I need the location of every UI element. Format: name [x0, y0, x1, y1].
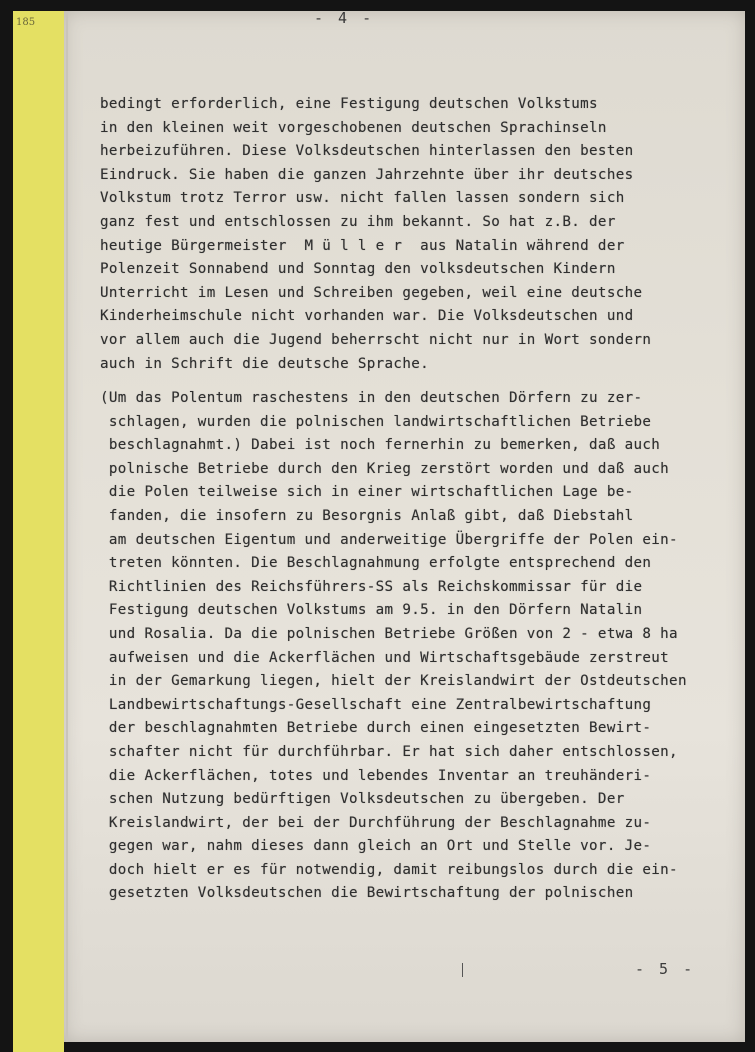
text-line: Festigung deutschen Volkstums am 9.5. in den Dörfern Natalin — [100, 602, 643, 619]
text-line: Kreislandwirt, der bei der Durchführung der Beschlagnahme zu- — [100, 814, 652, 831]
text-line: (Um das Polentum raschestens in den deutschen Dörfern zu zer- — [100, 390, 643, 406]
text-line: gesetzten Volksdeutschen die Bewirtschaftung der polnischen — [100, 885, 634, 902]
text-line: Volkstum trotz Terror usw. nicht fallen lassen sondern sich — [100, 190, 625, 207]
text-line: Kinderheimschule nicht vorhanden war. Die Volksdeutschen und — [100, 308, 634, 325]
yellow-mounting-strip — [13, 11, 64, 1052]
text-line: in den kleinen weit vorgeschobenen deutschen Sprachinseln — [100, 119, 607, 136]
text-line: Richtlinien des Reichsführers-SS als Reichskommissar für die — [100, 578, 643, 595]
text-line: Landbewirtschaftungs-Gesellschaft eine Zentralbewirtschaftung — [100, 696, 652, 713]
text-line: aufweisen und die Ackerflächen und Wirtschaftsgebäude zerstreut — [100, 649, 670, 666]
page-fold-edge — [66, 11, 68, 1042]
text-line: treten könnten. Die Beschlagnahmung erfolgte entsprechend den — [100, 555, 652, 572]
text-line: gegen war, nahm dieses dann gleich an Ort und Stelle vor. Je- — [100, 838, 652, 855]
text-line: vor allem auch die Jugend beherrscht nicht nur in Wort sondern — [100, 331, 652, 348]
text-line: schlagen, wurden die polnischen landwirtschaftlichen Betriebe — [100, 413, 652, 430]
text-line: die Ackerflächen, totes und lebendes Inventar an treuhänderi- — [100, 767, 652, 784]
next-page-mark: - 5 - — [635, 960, 696, 978]
page-number: - 4 - — [314, 9, 375, 27]
text-line: doch hielt er es für notwendig, damit reibungslos durch die ein- — [100, 861, 678, 878]
text-line: Unterricht im Lesen und Schreiben gegeben, weil eine deutsche — [100, 284, 643, 301]
text-line: fanden, die insofern zu Besorgnis Anlaß gibt, daß Diebstahl — [100, 507, 634, 524]
text-line: polnische Betriebe durch den Krieg zerstört worden und daß auch — [100, 460, 670, 477]
text-line: Eindruck. Sie haben die ganzen Jahrzehnte über ihr deutsches — [100, 166, 634, 183]
text-line: der beschlagnahmten Betriebe durch einen eingesetzten Bewirt- — [100, 720, 652, 737]
text-line: beschlagnahmt.) Dabei ist noch fernerhin zu bemerken, daß auch — [100, 437, 661, 454]
text-line: die Polen teilweise sich in einer wirtschaftlichen Lage be- — [100, 484, 634, 501]
text-line: auch in Schrift die deutsche Sprache. — [100, 355, 429, 372]
paragraph-1 — [100, 93, 720, 376]
text-line: heutige Bürgermeister M ü l l e r aus Natalin während der — [100, 237, 625, 254]
ink-mark — [462, 963, 463, 977]
text-line: und Rosalia. Da die polnischen Betriebe Größen von 2 - etwa 8 ha — [100, 625, 678, 642]
text-line: schafter nicht für durchführbar. Er hat sich daher entschlossen, — [100, 743, 678, 760]
archive-number: 185 — [16, 17, 36, 28]
paragraph-2 — [100, 387, 720, 906]
text-line: herbeizuführen. Diese Volksdeutschen hinterlassen den besten — [100, 143, 634, 160]
text-line: in der Gemarkung liegen, hielt der Kreislandwirt der Ostdeutschen — [100, 673, 687, 690]
text-line: am deutschen Eigentum und anderweitige Übergriffe der Polen ein- — [100, 531, 678, 548]
text-line: bedingt erforderlich, eine Festigung deutschen Volkstums — [100, 96, 598, 112]
text-line: schen Nutzung bedürftigen Volksdeutschen zu übergeben. Der — [100, 791, 625, 808]
text-line: ganz fest und entschlossen zu ihm bekannt. So hat z.B. der — [100, 213, 616, 230]
text-line: Polenzeit Sonnabend und Sonntag den volksdeutschen Kindern — [100, 261, 616, 278]
